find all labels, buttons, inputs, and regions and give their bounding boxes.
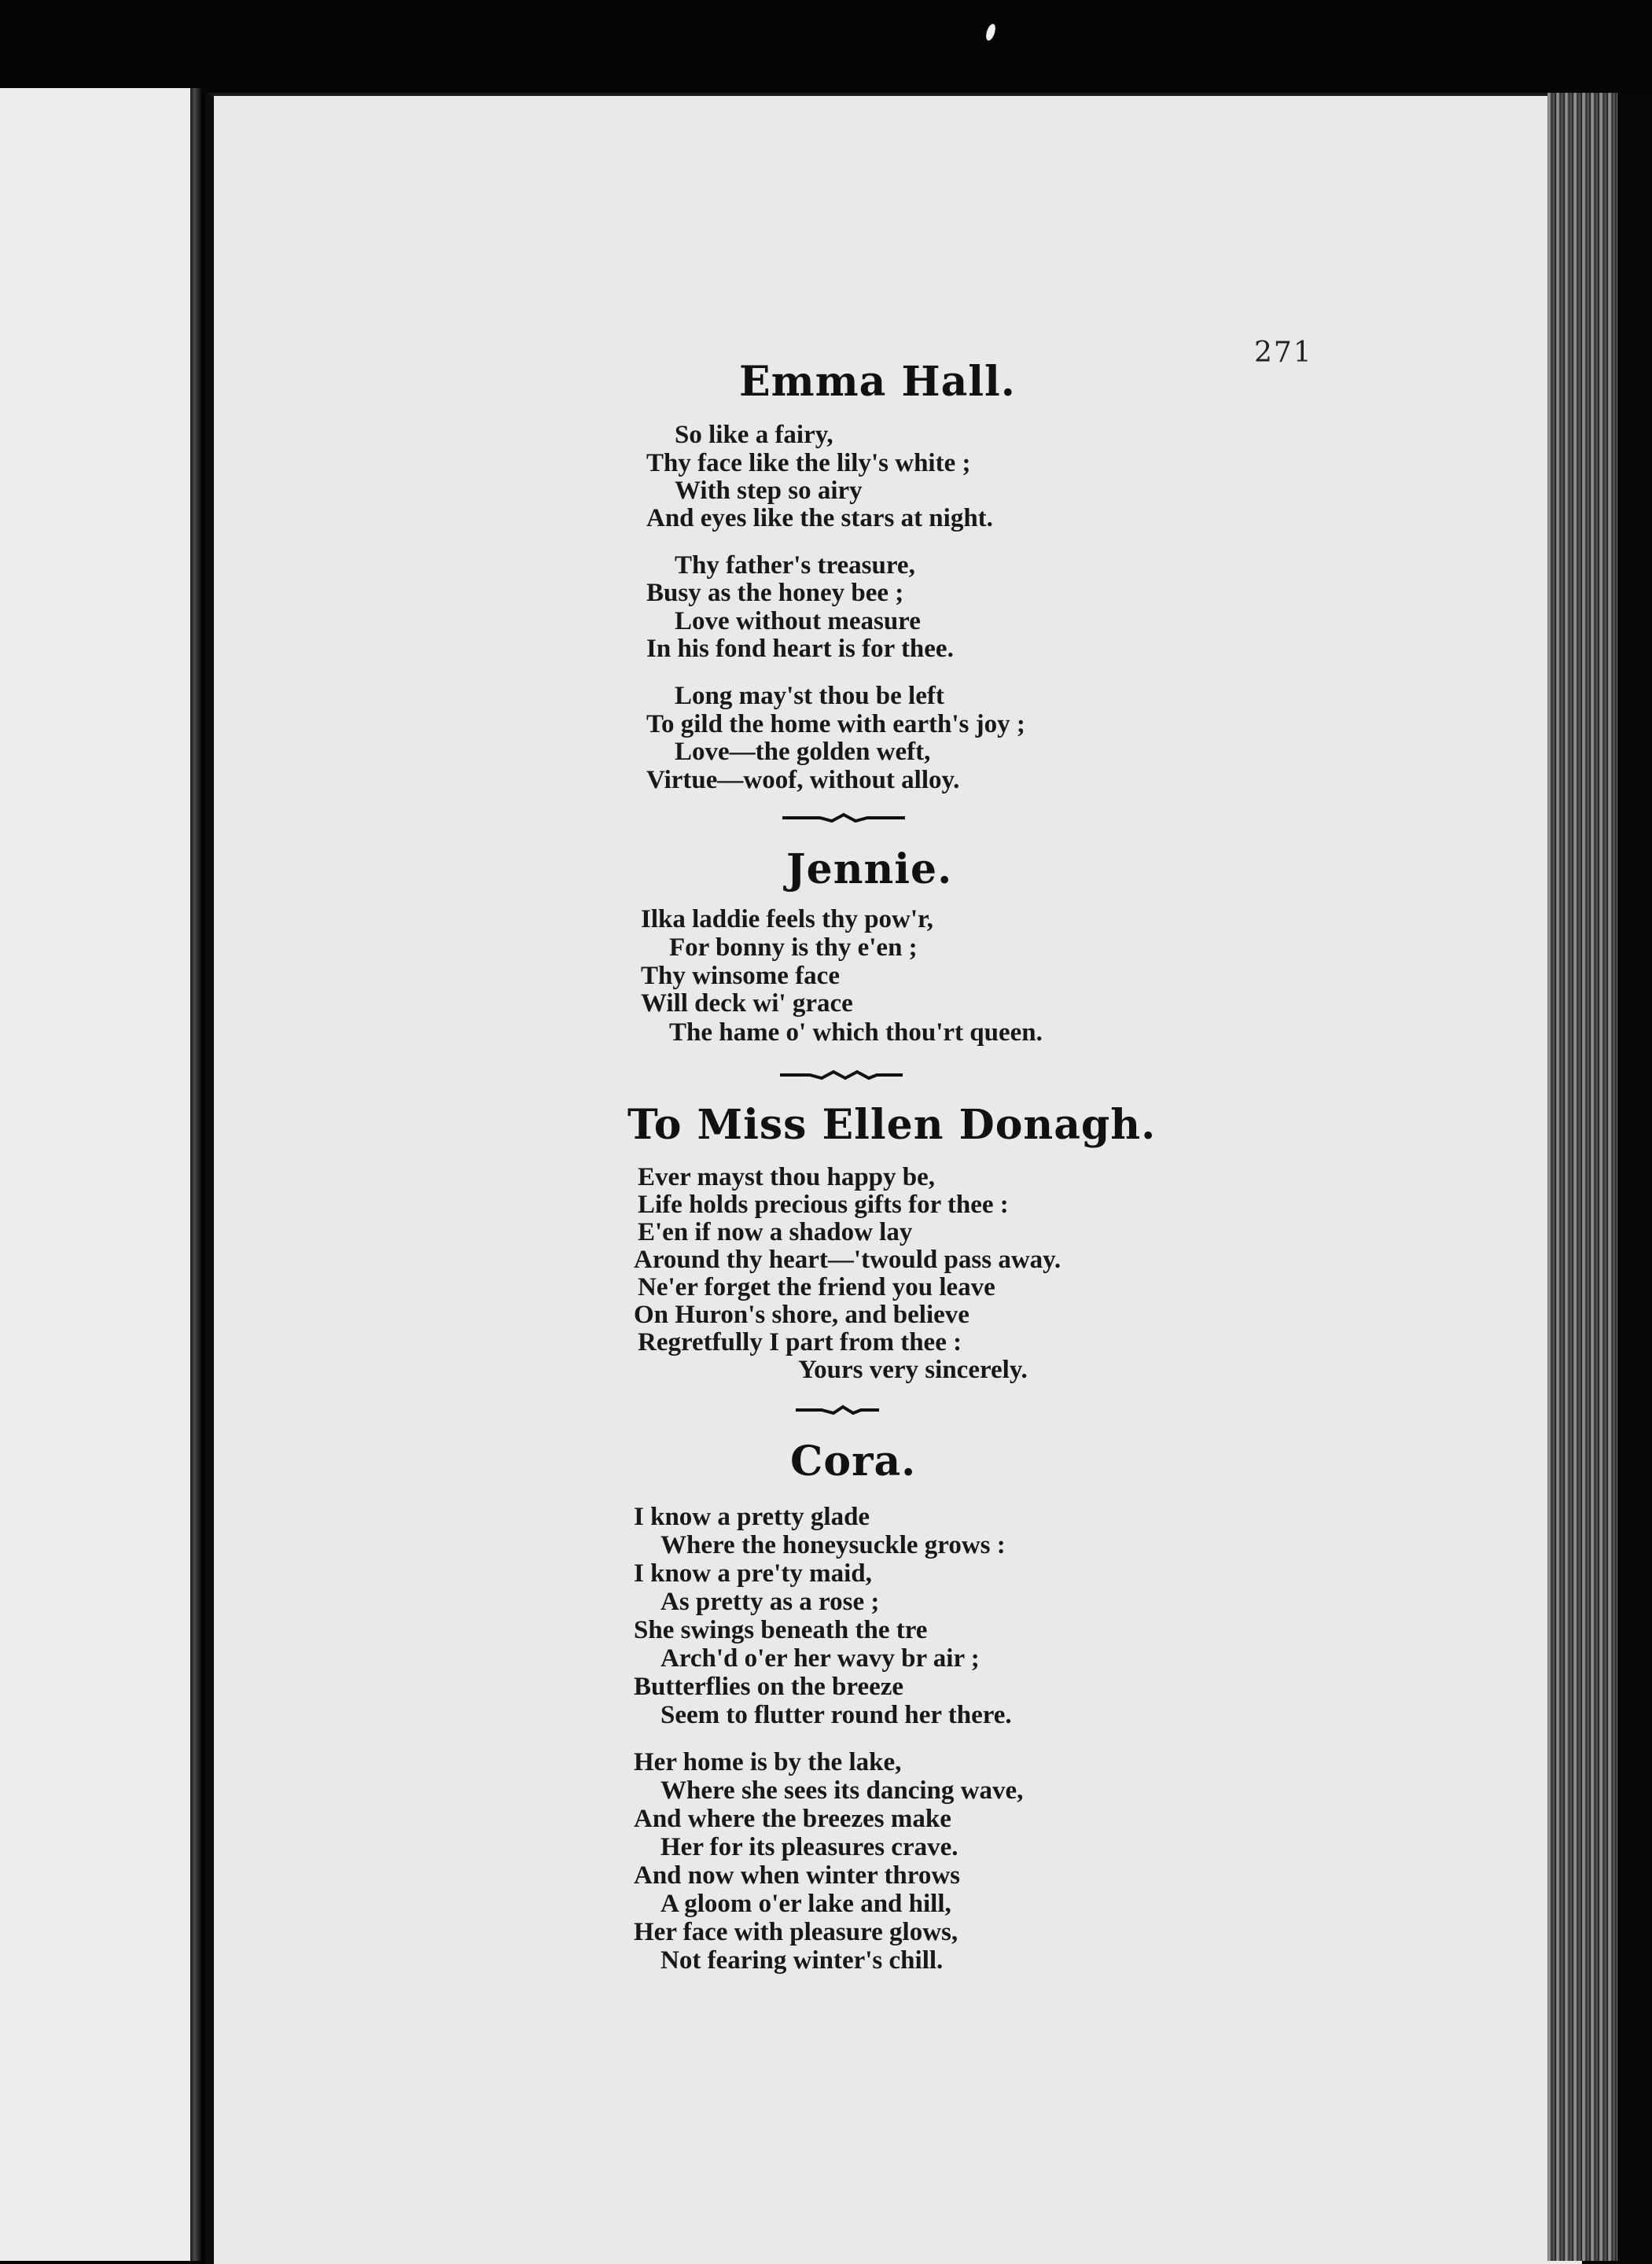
poem-line: And eyes like the stars at night.	[646, 504, 993, 532]
poem-line: Busy as the honey bee ;	[646, 579, 904, 607]
poem-title-jennie: Jennie.	[786, 845, 953, 893]
poem-line: The hame o' which thou'rt queen.	[669, 1018, 1043, 1047]
poem-line: Love without measure	[675, 607, 921, 635]
poem-line: Her for its pleasures crave.	[660, 1833, 958, 1861]
poem-line: Around thy heart—'twould pass away.	[634, 1246, 1061, 1274]
poem-line: Virtue—woof, without alloy.	[646, 766, 960, 794]
section-divider	[794, 1402, 881, 1418]
poem-line: As pretty as a rose ;	[660, 1588, 880, 1616]
poem-line: Regretfully I part from thee :	[638, 1328, 962, 1357]
poem-line: Where the honeysuckle grows :	[660, 1531, 1006, 1559]
poem-line: She swings beneath the tre	[634, 1616, 928, 1644]
poem-line: Not fearing winter's chill.	[660, 1946, 944, 1975]
poem-line: Her face with pleasure glows,	[634, 1918, 958, 1946]
page-number: 271	[1254, 337, 1313, 369]
poem-line: Seem to flutter round her there.	[660, 1701, 1012, 1729]
poem-line: With step so airy	[675, 477, 863, 505]
poem-line: Ne'er forget the friend you leave	[638, 1273, 995, 1301]
poem-line: So like a fairy,	[675, 421, 833, 449]
poem-line: To gild the home with earth's joy ;	[646, 710, 1025, 738]
book-gutter	[190, 88, 201, 2261]
poem-line: And where the breezes make	[634, 1805, 951, 1833]
poem-line: Her home is by the lake,	[634, 1748, 902, 1776]
scan-smudge	[984, 23, 997, 42]
poem-line: On Huron's shore, and believe	[634, 1301, 969, 1329]
poem-line: Butterflies on the breeze	[634, 1673, 904, 1701]
poem-line: I know a pretty glade	[634, 1503, 870, 1531]
poem-line: Thy father's treasure,	[675, 551, 915, 580]
section-divider	[778, 1067, 904, 1083]
poem-line: For bonny is thy e'en ;	[669, 933, 918, 962]
section-divider	[781, 810, 907, 826]
page-edges	[1547, 93, 1652, 2261]
poem-line: Where she sees its dancing wave,	[660, 1776, 1024, 1805]
poem-signoff: Yours very sincerely.	[798, 1356, 1028, 1384]
poem-line: Love—the golden weft,	[675, 738, 931, 766]
poem-title-ellen-donagh: To Miss Ellen Donagh.	[627, 1101, 1157, 1149]
poem-line: Ilka laddie feels thy pow'r,	[641, 905, 933, 933]
left-page	[0, 88, 195, 2261]
poem-line: E'en if now a shadow lay	[638, 1218, 913, 1246]
poem-title-cora: Cora.	[790, 1438, 917, 1485]
poem-line: Life holds precious gifts for thee :	[638, 1191, 1009, 1219]
poem-line: Thy face like the lily's white ;	[646, 449, 971, 477]
poem-title-emma-hall: Emma Hall.	[739, 358, 1016, 406]
poem-line: Will deck wi' grace	[641, 989, 853, 1018]
poem-line: I know a pre'ty maid,	[634, 1559, 872, 1588]
poem-line: Ever mayst thou happy be,	[638, 1163, 936, 1191]
poem-line: In his fond heart is for thee.	[646, 635, 954, 663]
poem-line: Long may'st thou be left	[675, 682, 944, 710]
poem-line: Thy winsome face	[641, 962, 840, 990]
poem-line: A gloom o'er lake and hill,	[660, 1890, 951, 1918]
poem-line: Arch'd o'er her wavy br air ;	[660, 1644, 980, 1673]
poem-line: And now when winter throws	[634, 1861, 961, 1890]
